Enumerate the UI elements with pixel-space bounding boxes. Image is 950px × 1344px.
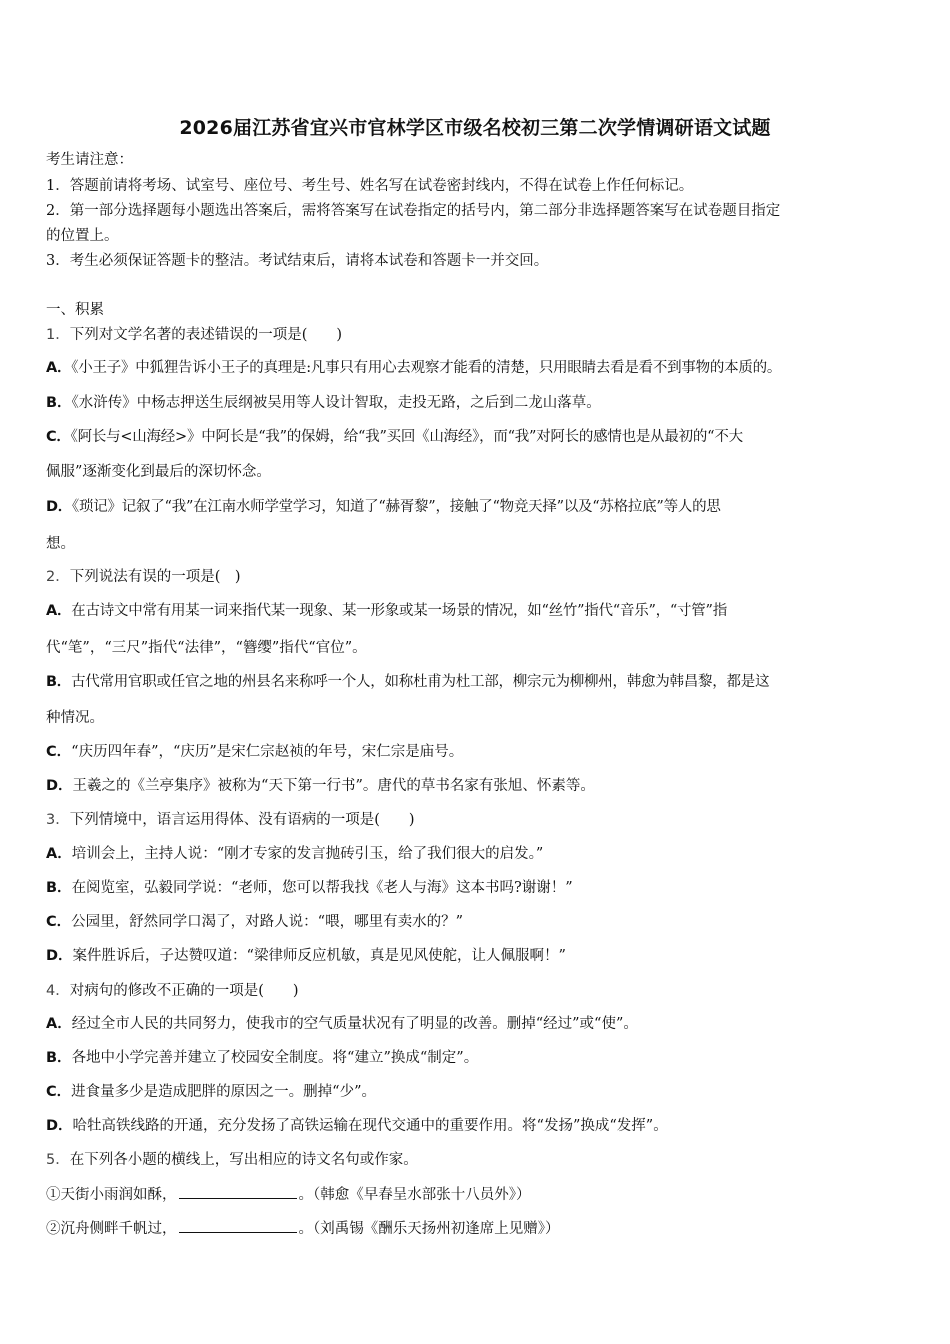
- question-text: 对病句的修改不正确的一项是( ): [69, 983, 299, 999]
- question-text: 下列对文学名著的表述错误的一项是( ): [69, 327, 343, 343]
- question-1-option-d-continued: 想。: [46, 536, 75, 552]
- option-letter: D．: [46, 1118, 73, 1134]
- question-1-option-c-continued: 佩服”逐渐变化到最后的深切怀念。: [46, 464, 271, 480]
- notice-item: 的位置上。: [46, 228, 119, 244]
- option-text: 古代常用官职或任官之地的州县名来称呼一个人，如称杜甫为杜工部，柳宗元为柳柳州，韩愈为韩昌黎，都是这: [71, 674, 770, 690]
- option-letter: D．: [46, 499, 73, 515]
- option-text: 公园里，舒然同学口渴了，对路人说：“喂，哪里有卖水的？”: [71, 914, 463, 930]
- question-4-option-a: [46, 1014, 916, 1034]
- option-text: 各地中小学完善并建立了校园安全制度。将“建立”换成“制定”。: [71, 1050, 479, 1066]
- option-text: 哈牡高铁线路的开通，充分发扬了高铁运输在现代交通中的重要作用。将“发扬”换成“发挥”。: [72, 1118, 668, 1134]
- option-letter: B．: [46, 674, 72, 690]
- item-source: 。（韩愈《早春呈水部张十八员外》）: [298, 1187, 531, 1203]
- question-3-stem: [46, 810, 916, 830]
- option-letter: D．: [46, 778, 73, 794]
- option-text: 《小王子》中狐狸告诉小王子的真理是:凡事只有用心去观察才能看的清楚，只用眼睛去看是看不到事物的本质的。: [71, 360, 782, 376]
- question-4-option-d: [46, 1116, 916, 1136]
- option-letter: C．: [46, 429, 71, 445]
- item-source: 。（刘禹锡《酬乐天扬州初逢席上见赠》）: [298, 1221, 560, 1237]
- question-3-option-c: [46, 912, 916, 932]
- notice-heading: 考生请注意：: [46, 152, 133, 168]
- question-2-option-d: [46, 776, 916, 796]
- question-5-stem: [46, 1150, 916, 1170]
- option-letter: C．: [46, 1084, 72, 1100]
- section-heading: 一、积累: [46, 302, 104, 318]
- option-letter: D．: [46, 948, 73, 964]
- question-text: 下列情境中，语言运用得体、没有语病的一项是( ): [69, 812, 415, 828]
- question-5-item-1: [46, 1184, 916, 1205]
- item-prompt: ②沉舟侧畔千帆过，: [46, 1221, 177, 1237]
- option-letter: A．: [46, 1016, 72, 1032]
- option-text: 王羲之的《兰亭集序》被称为“天下第一行书”。唐代的草书名家有张旭、怀素等。: [72, 778, 595, 794]
- answer-blank[interactable]: [179, 1218, 297, 1233]
- item-prompt: ①天街小雨润如酥，: [46, 1187, 177, 1203]
- option-letter: B．: [46, 1050, 72, 1066]
- question-number: 5．: [46, 1152, 70, 1168]
- question-3-option-d: [46, 946, 916, 966]
- option-text: “庆历四年春”，“庆历”是宋仁宗赵祯的年号，宋仁宗是庙号。: [71, 744, 464, 760]
- question-text: 下列说法有误的一项是( ): [69, 569, 241, 585]
- notice-item: 3．考生必须保证答题卡的整洁。考试结束后，请将本试卷和答题卡一并交回。: [46, 253, 549, 269]
- question-number: 1．: [46, 327, 70, 343]
- option-text: 《琐记》记叙了“我”在江南水师学堂学习，知道了“赫胥黎”，接触了“物竞天择”以及“苏格拉底”等人的思: [72, 499, 721, 515]
- question-2-option-a-continued: 代“笔”，“三尺”指代“法律”，“簪缨”指代“官位”。: [46, 640, 367, 656]
- question-3-option-b: [46, 878, 916, 898]
- answer-blank[interactable]: [179, 1184, 297, 1199]
- question-2-stem: [46, 567, 916, 587]
- option-text: 案件胜诉后，子达赞叹道：“梁律师反应机敏，真是见风使舵，让人佩服啊！”: [72, 948, 566, 964]
- question-3-option-a: [46, 844, 916, 864]
- question-1-option-a: [46, 358, 916, 378]
- question-number: 3．: [46, 812, 70, 828]
- question-5-item-2: [46, 1218, 916, 1239]
- option-letter: A．: [46, 360, 72, 376]
- question-1-option-d: [46, 497, 916, 517]
- notice-item: 1．答题前请将考场、试室号、座位号、考生号、姓名写在试卷密封线内，不得在试卷上作任何标记。: [46, 178, 694, 194]
- option-letter: C．: [46, 914, 72, 930]
- question-1-option-b: [46, 393, 916, 413]
- question-4-option-b: [46, 1048, 916, 1068]
- option-text: 在古诗文中常有用某一词来指代某一现象、某一形象或某一场景的情况，如“丝竹”指代“音乐”，“寸管”指: [71, 603, 727, 619]
- notice-item: 2．第一部分选择题每小题选出答案后，需将答案写在试卷指定的括号内，第二部分非选择题答案写在试卷题目指定: [46, 203, 781, 219]
- question-2-option-c: [46, 742, 916, 762]
- option-letter: B．: [46, 880, 72, 896]
- question-number: 4．: [46, 983, 70, 999]
- question-2-option-a: [46, 601, 916, 621]
- question-1-stem: [46, 325, 916, 345]
- option-letter: A．: [46, 603, 72, 619]
- option-text: 《水浒传》中杨志押送生辰纲被吴用等人设计智取，走投无路，之后到二龙山落草。: [71, 395, 601, 411]
- option-letter: C．: [46, 744, 72, 760]
- question-2-option-b: [46, 672, 916, 692]
- option-letter: B．: [46, 395, 72, 411]
- question-2-option-b-continued: 种情况。: [46, 710, 104, 726]
- option-text: 在阅览室，弘毅同学说：“老师，您可以帮我找《老人与海》这本书吗?谢谢！”: [71, 880, 573, 896]
- page-title: 2026届江苏省宜兴市官林学区市级名校初三第二次学情调研语文试题: [179, 117, 771, 139]
- option-text: 培训会上，主持人说：“刚才专家的发言抛砖引玉，给了我们很大的启发。”: [71, 846, 544, 862]
- question-1-option-c: [46, 427, 916, 447]
- option-text: 经过全市人民的共同努力，使我市的空气质量状况有了明显的改善。删掉“经过”或“使”。: [71, 1016, 638, 1032]
- option-letter: A．: [46, 846, 72, 862]
- question-text: 在下列各小题的横线上，写出相应的诗文名句或作家。: [69, 1152, 418, 1168]
- question-4-option-c: [46, 1082, 916, 1102]
- option-text: 《阿长与<山海经>》中阿长是“我”的保姆，给“我”买回《山海经》，而“我”对阿长的感情也是从最初的“不大: [70, 429, 743, 445]
- question-4-stem: [46, 981, 916, 1001]
- option-text: 进食量多少是造成肥胖的原因之一。删掉“少”。: [71, 1084, 376, 1100]
- question-number: 2．: [46, 569, 70, 585]
